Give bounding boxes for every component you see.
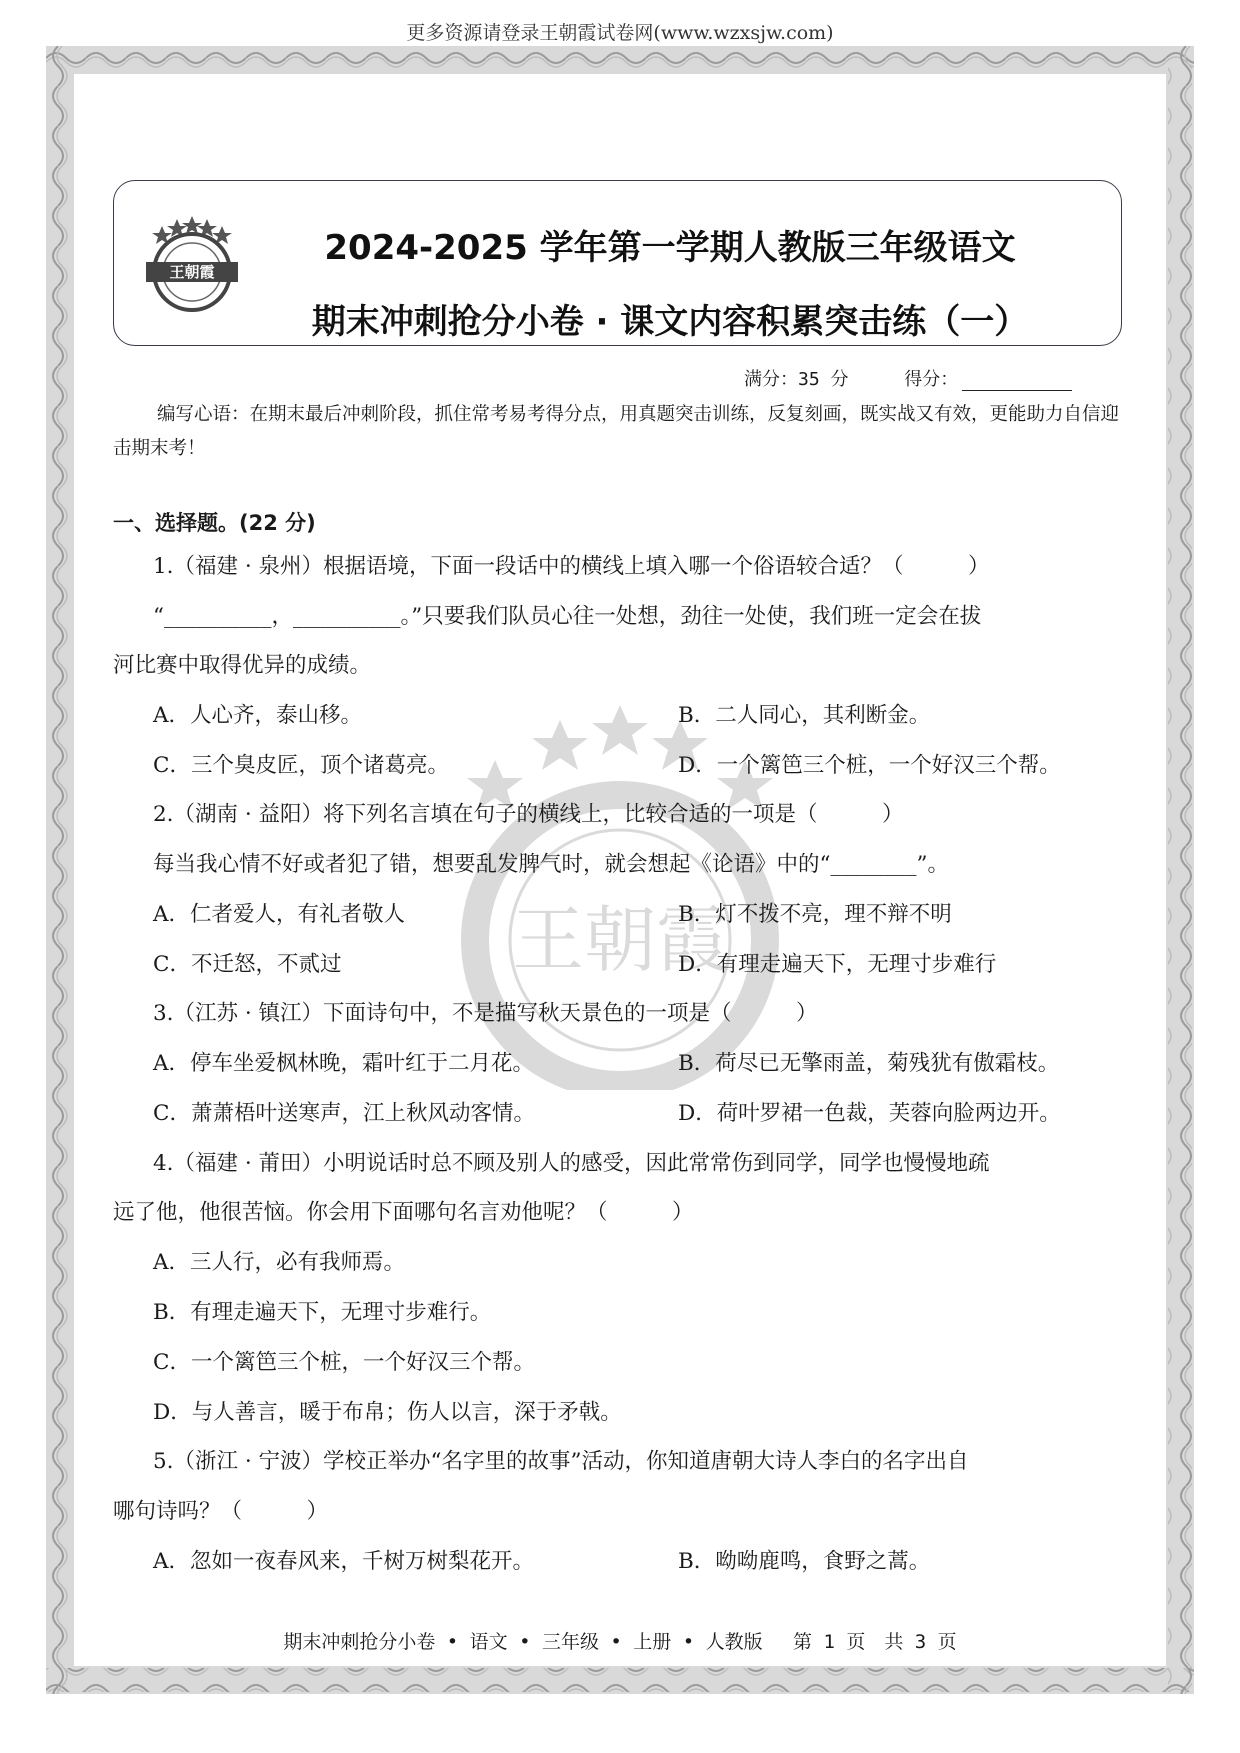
q3-option-d[interactable]: D．荷叶罗裙一色裁，芙蓉向脸两边开。 bbox=[678, 1101, 1061, 1126]
q3-option-b[interactable]: B．荷尽已无擎雨盖，菊残犹有傲霜枝。 bbox=[678, 1051, 1060, 1076]
wangzhaoxia-logo bbox=[142, 214, 242, 314]
q3-stem: 3.（江苏 · 镇江）下面诗句中，不是描写秋天景色的一项是（ ） bbox=[153, 1001, 818, 1026]
q1-option-b[interactable]: B．二人同心，其利断金。 bbox=[678, 703, 931, 728]
q4-option-b[interactable]: B．有理走遍天下，无理寸步难行。 bbox=[153, 1300, 492, 1325]
q5-stem-line-2: 哪句诗吗？（ ） bbox=[113, 1499, 329, 1524]
title-line-2: 期末冲刺抢分小卷 · 课文内容积累突击练（一） bbox=[311, 302, 1029, 342]
page-footer: 期末冲刺抢分小卷 • 语文 • 三年级 • 上册 • 人教版 第 1 页 共 3 页 bbox=[283, 1631, 957, 1653]
q4-option-d[interactable]: D．与人善言，暖于布帛；伤人以言，深于矛戟。 bbox=[153, 1400, 622, 1425]
q2-context: 每当我心情不好或者犯了错，想要乱发脾气时，就会想起《论语》中的“________”。 bbox=[153, 852, 949, 877]
title-line-1: 2024-2025 学年第一学期人教版三年级语文 bbox=[324, 228, 1016, 268]
watermark-logo bbox=[455, 690, 785, 1090]
q3-option-a[interactable]: A．停车坐爱枫林晚，霜叶红于二月花。 bbox=[153, 1051, 535, 1076]
writing-note: 编写心语：在期末最后冲刺阶段，抓住常考易考得分点，用真题突击训练，反复刻画，既实战又有效，更能助力自信迎击期末考！ bbox=[113, 404, 1120, 459]
q4-option-a[interactable]: A．三人行，必有我师焉。 bbox=[153, 1250, 406, 1275]
q4-stem-line-2: 远了他，他很苦恼。你会用下面哪句名言劝他呢？（ ） bbox=[113, 1200, 694, 1225]
q2-stem: 2.（湖南 · 益阳）将下列名言填在句子的横线上，比较合适的一项是（ ） bbox=[153, 802, 904, 827]
full-score: 满分：35 分 bbox=[744, 369, 849, 390]
q2-option-c[interactable]: C．不迁怒，不贰过 bbox=[153, 952, 342, 977]
q2-option-b[interactable]: B．灯不拨不亮，理不辩不明 bbox=[678, 902, 952, 927]
q5-option-b[interactable]: B．呦呦鹿鸣，食野之蒿。 bbox=[678, 1549, 931, 1574]
q1-option-d[interactable]: D．一个篱笆三个桩，一个好汉三个帮。 bbox=[678, 753, 1061, 778]
q3-option-c[interactable]: C．萧萧梧叶送寒声，江上秋风动客情。 bbox=[153, 1101, 535, 1126]
q1-option-a[interactable]: A．人心齐，泰山移。 bbox=[153, 703, 363, 728]
q5-stem-line-1: 5.（浙江 · 宁波）学校正举办“名字里的故事”活动，你知道唐朝大诗人李白的名字出自 bbox=[153, 1449, 969, 1474]
score-row bbox=[744, 365, 1072, 391]
logo-text: 王朝霞 bbox=[169, 263, 215, 281]
q5-option-a[interactable]: A．忽如一夜春风来，千树万树梨花开。 bbox=[153, 1549, 535, 1574]
section-1-title: 一、选择题。(22 分) bbox=[113, 511, 316, 535]
top-banner: 更多资源请登录王朝霞试卷网(www.wzxsjw.com) bbox=[406, 22, 834, 44]
q1-stem: 1.（福建 · 泉州）根据语境，下面一段话中的横线上填入哪一个俗语较合适？（ ） bbox=[153, 554, 990, 579]
q4-option-c[interactable]: C．一个篱笆三个桩，一个好汉三个帮。 bbox=[153, 1350, 535, 1375]
watermark-text: 王朝霞 bbox=[511, 898, 729, 982]
q2-option-d[interactable]: D．有理走遍天下，无理寸步难行 bbox=[678, 952, 997, 977]
q1-context-line-1: “__________，__________。”只要我们队员心往一处想，劲往一处使，我们班一定会在拔 bbox=[153, 604, 982, 629]
q1-context-line-2: 河比赛中取得优异的成绩。 bbox=[113, 653, 372, 678]
q2-option-a[interactable]: A．仁者爱人，有礼者敬人 bbox=[153, 902, 406, 927]
score-blank[interactable] bbox=[962, 372, 1072, 391]
score-label: 得分： bbox=[904, 369, 959, 390]
q1-option-c[interactable]: C．三个臭皮匠，顶个诸葛亮。 bbox=[153, 753, 449, 778]
q4-stem-line-1: 4.（福建 · 莆田）小明说话时总不顾及别人的感受，因此常常伤到同学，同学也慢慢地疏 bbox=[153, 1151, 990, 1176]
